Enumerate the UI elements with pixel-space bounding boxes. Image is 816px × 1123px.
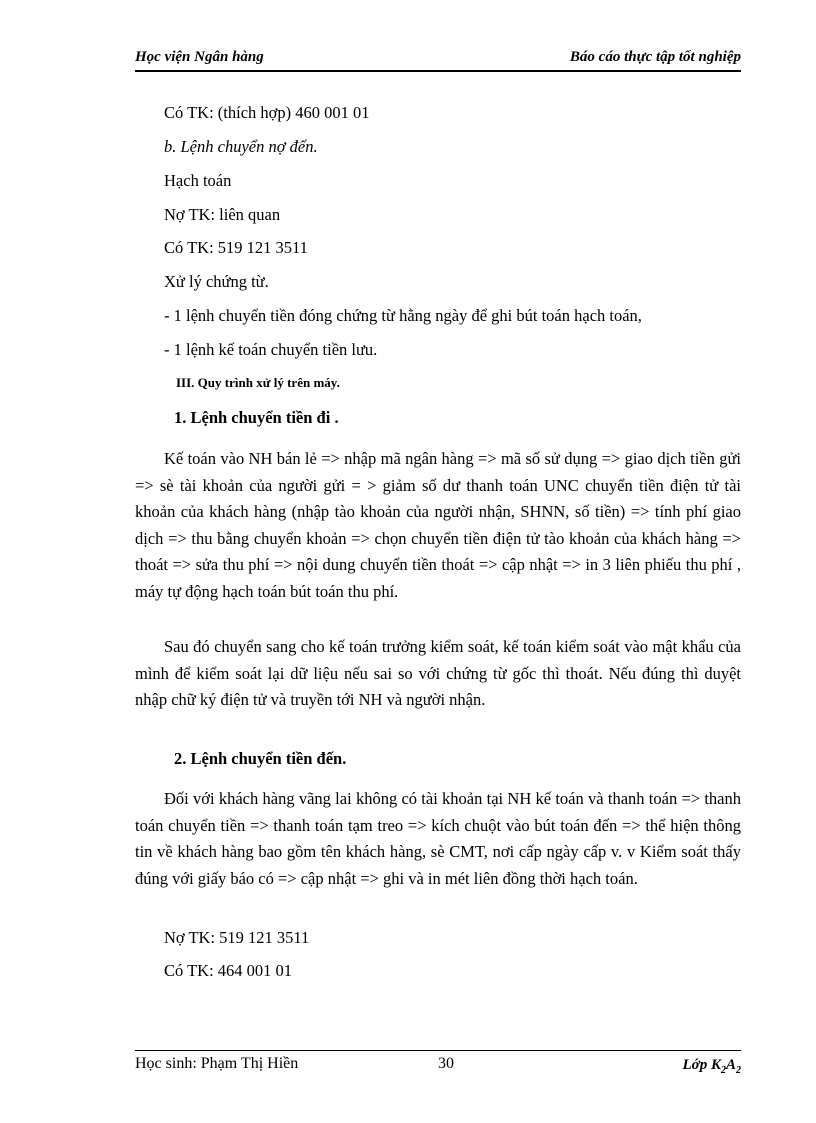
- text-line: Có TK: 519 121 3511: [164, 238, 308, 257]
- header-report-title: Báo cáo thực tập tốt nghiệp: [569, 49, 741, 65]
- heading-incoming-transfer: 2. Lệnh chuyển tiền đến.: [174, 749, 347, 768]
- class-sub2: 2: [736, 1065, 741, 1076]
- subsection-heading: b. Lệnh chuyển nợ đến.: [164, 137, 318, 156]
- footer-class: [683, 1057, 741, 1076]
- text-line: Có TK: 464 001 01: [164, 961, 293, 980]
- header-institution: Học viện Ngân hàng: [135, 49, 264, 65]
- paragraph: Đối với khách hàng vãng lai không có tài khoản tại NH kế toán và thanh toán => thanh toán chuyển tiền => thanh toán tạm treo => kích chuột vào bút toán đến => thể hiện thông tin về khách hàng bao gồm tên khách hàng, sè CMT, nơi cấp ngày cấp v. v Kiểm soát thấy đúng với giấy báo có => cập nhật => ghi và in mét liên đồng thời hạch toán.: [135, 789, 741, 888]
- text-line: - 1 lệnh chuyển tiền đóng chứng từ hằng ngày để ghi bút toán hạch toán,: [164, 306, 642, 325]
- text-line: Có TK: (thích hợp) 460 001 01: [164, 103, 370, 122]
- page-number: 30: [438, 1055, 454, 1072]
- paragraph: Kế toán vào NH bán lẻ => nhập mã ngân hàng => mã số sử dụng => giao dịch tiền gửi => sè tài khoản của người gửi = > giảm số dư thanh toán UNC chuyển tiền điện tử tài khoản của khách hàng (nhập tào khoản của người nhận, SHNN, số tiền) => tính phí giao dịch => thu bằng chuyển khoản => chọn chuyển tiền điện tử tào khoản của khách hàng => thoát => sửa thu phí => nội dung chuyển tiền thoát => cập nhật => in 3 liên phiếu thu phí , máy tự động hạch toán bút toán thu phí.: [135, 449, 741, 601]
- footer-student-name: Học sinh: Phạm Thị Hiền: [135, 1055, 299, 1072]
- page-footer: [135, 1050, 741, 1077]
- text-line: Nợ TK: liên quan: [164, 205, 281, 224]
- text-line: Xử lý chứng từ.: [164, 272, 269, 291]
- text-line: - 1 lệnh kế toán chuyển tiền lưu.: [164, 340, 378, 359]
- section-heading: III. Quy trình xử lý trên máy.: [176, 375, 340, 390]
- paragraph: Sau đó chuyển sang cho kế toán trưởng kiểm soát, kế toán kiểm soát vào mật khẩu của mình để kiểm soát lại dữ liệu nếu sai so với chứng từ gốc thì thoát. Nếu đúng thì duyệt nhập chữ ký điện tử và truyền tới NH và người nhận.: [135, 637, 741, 709]
- heading-outgoing-transfer: 1. Lệnh chuyển tiền đi .: [174, 408, 339, 427]
- class-sub1: 2: [720, 1065, 726, 1076]
- text-line: Nợ TK: 519 121 3511: [164, 928, 310, 947]
- class-prefix: Lớp K: [682, 1057, 721, 1073]
- page-header: [135, 48, 741, 72]
- text-line: Hạch toán: [164, 171, 232, 190]
- class-mid: A: [725, 1057, 736, 1073]
